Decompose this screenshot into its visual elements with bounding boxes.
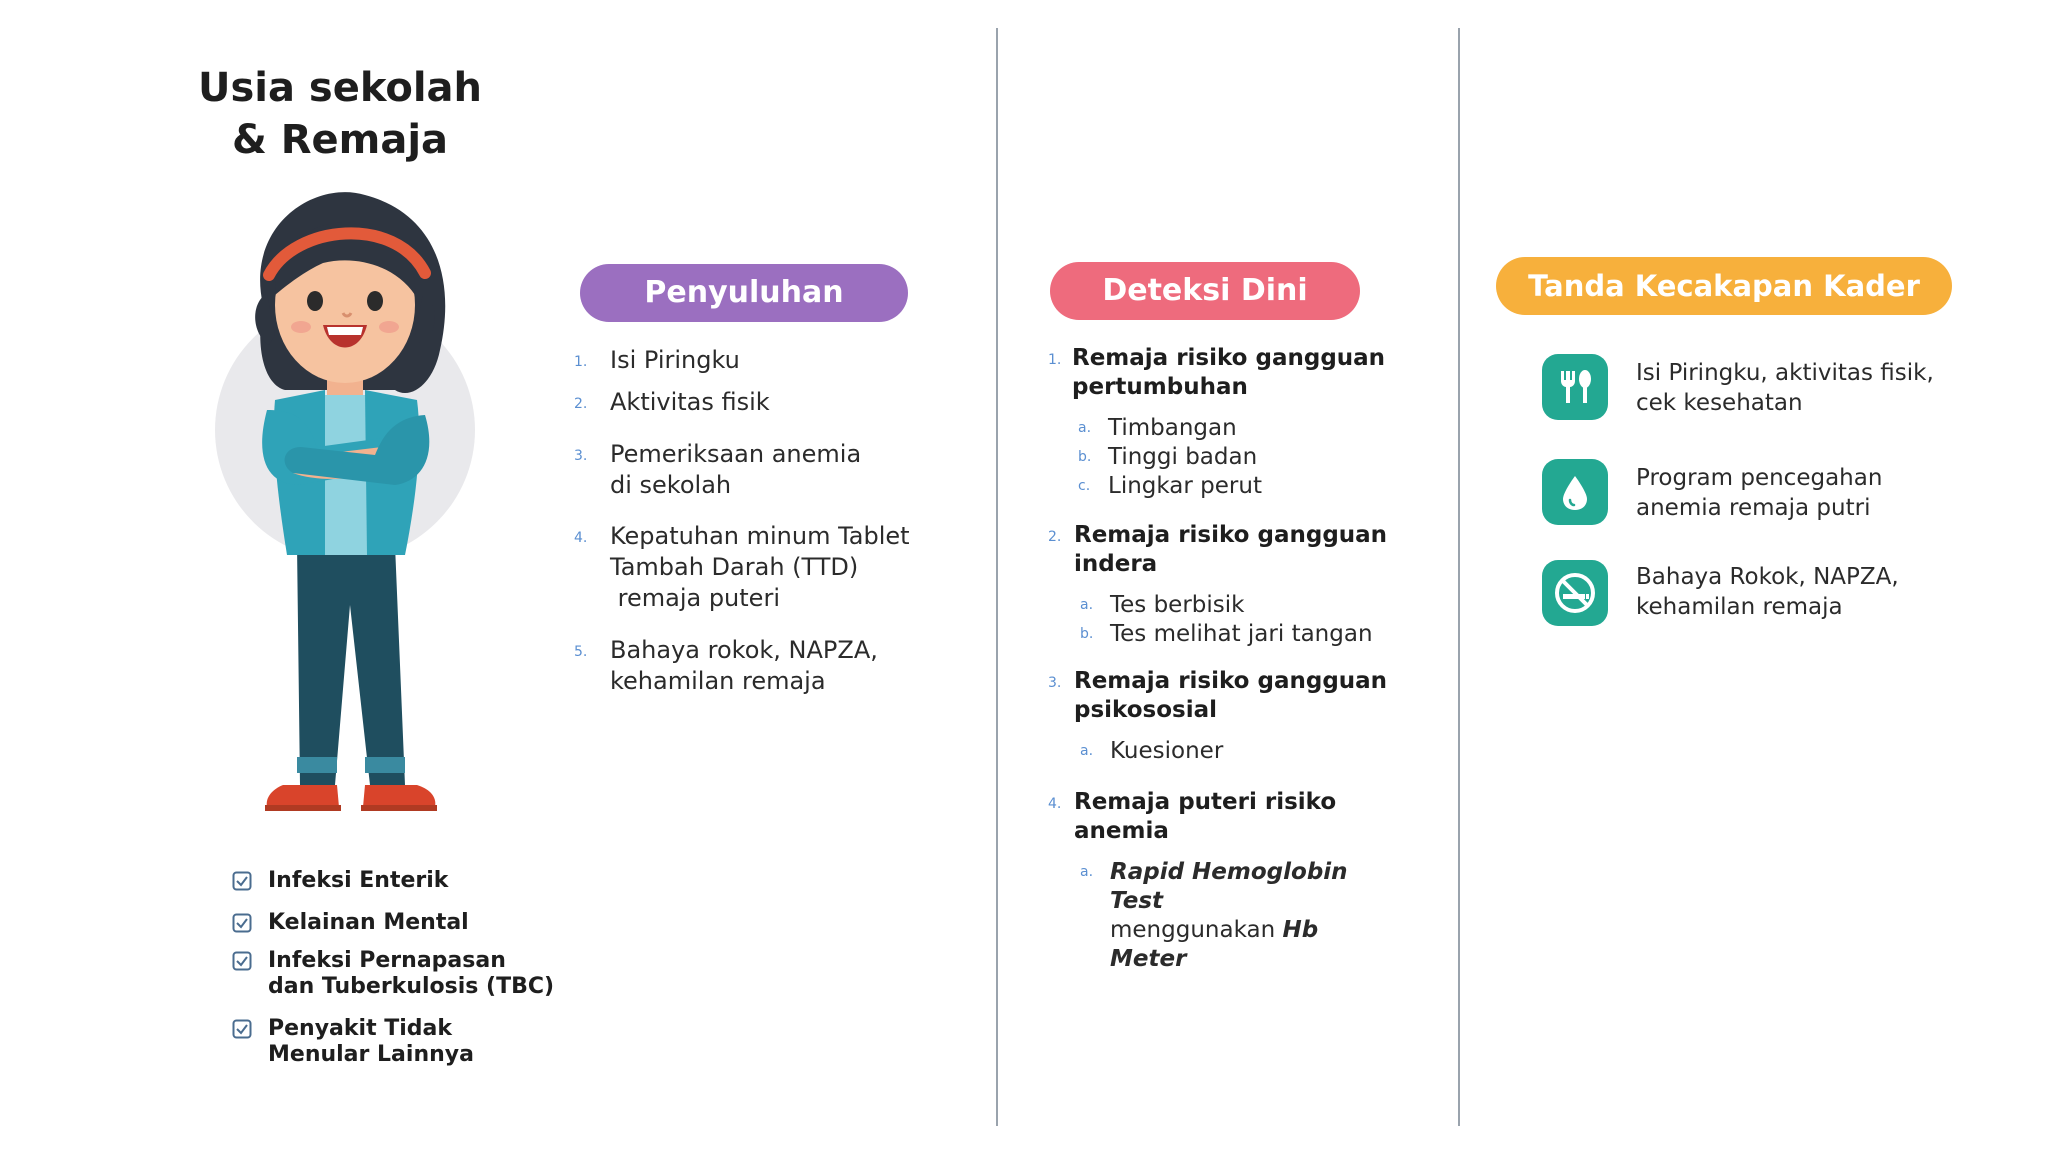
list-item: 3. Remaja risiko gangguan psikososial [1048, 668, 1388, 723]
list-item: 2. Aktivitas fisik [574, 388, 770, 416]
list-item: 1. Isi Piringku [574, 346, 740, 374]
penyuluhan-header: Penyuluhan [580, 264, 908, 322]
list-item: 4. Remaja puteri risiko anemia [1048, 789, 1337, 844]
kader-item: Bahaya Rokok, NAPZA, kehamilan remaja [1636, 564, 1899, 620]
list-item: 1. Remaja risiko gangguan pertumbuhan [1048, 345, 1386, 400]
sub-list-item: c. Lingkar perut [1078, 473, 1262, 499]
list-item: Penyakit Tidak Menular Lainnya [232, 1016, 554, 1068]
checkbox-checked-icon [232, 951, 252, 971]
list-item: Infeksi Pernapasan dan Tuberkulosis (TBC) [232, 948, 554, 1000]
girl-illustration [205, 185, 485, 835]
page-title: Usia sekolah & Remaja [197, 65, 483, 163]
food-icon [1542, 354, 1608, 420]
deteksi-list [1048, 344, 1388, 974]
list-item: 4. Kepatuhan minum Tablet Tambah Darah (TTD) remaja puteri [574, 522, 910, 612]
sub-list-item: a. Timbangan [1078, 415, 1237, 441]
column-divider [1458, 28, 1460, 1126]
list-item: Infeksi Enterik [232, 868, 554, 894]
sub-list-item: b. Tinggi badan [1078, 444, 1258, 470]
sub-list-item: a. Rapid Hemoglobin Test menggunakan Hb Meter [1080, 859, 1348, 972]
blood-drop-icon [1542, 459, 1608, 525]
kader-header: Tanda Kecakapan Kader [1496, 257, 1952, 315]
kader-item: Isi Piringku, aktivitas fisik, cek kesehatan [1636, 360, 1934, 416]
penyuluhan-list [574, 345, 934, 697]
checkbox-checked-icon [232, 871, 252, 891]
sub-list-item: a. Kuesioner [1080, 738, 1224, 764]
condition-checklist [232, 868, 554, 1068]
list-item: 3. Pemeriksaan anemia di sekolah [574, 440, 862, 499]
column-divider [996, 28, 998, 1126]
no-smoking-icon [1542, 560, 1608, 626]
list-item: 5. Bahaya rokok, NAPZA, kehamilan remaja [574, 636, 878, 695]
list-item: Kelainan Mental [232, 910, 554, 936]
sub-list-item: b. Tes melihat jari tangan [1080, 621, 1373, 647]
kader-item: Program pencegahan anemia remaja putri [1636, 465, 1883, 521]
checkbox-checked-icon [232, 913, 252, 933]
list-item: 2. Remaja risiko gangguan indera [1048, 522, 1388, 577]
sub-list-item: a. Tes berbisik [1080, 592, 1245, 618]
checkbox-checked-icon [232, 1019, 252, 1039]
deteksi-header: Deteksi Dini [1050, 262, 1360, 320]
